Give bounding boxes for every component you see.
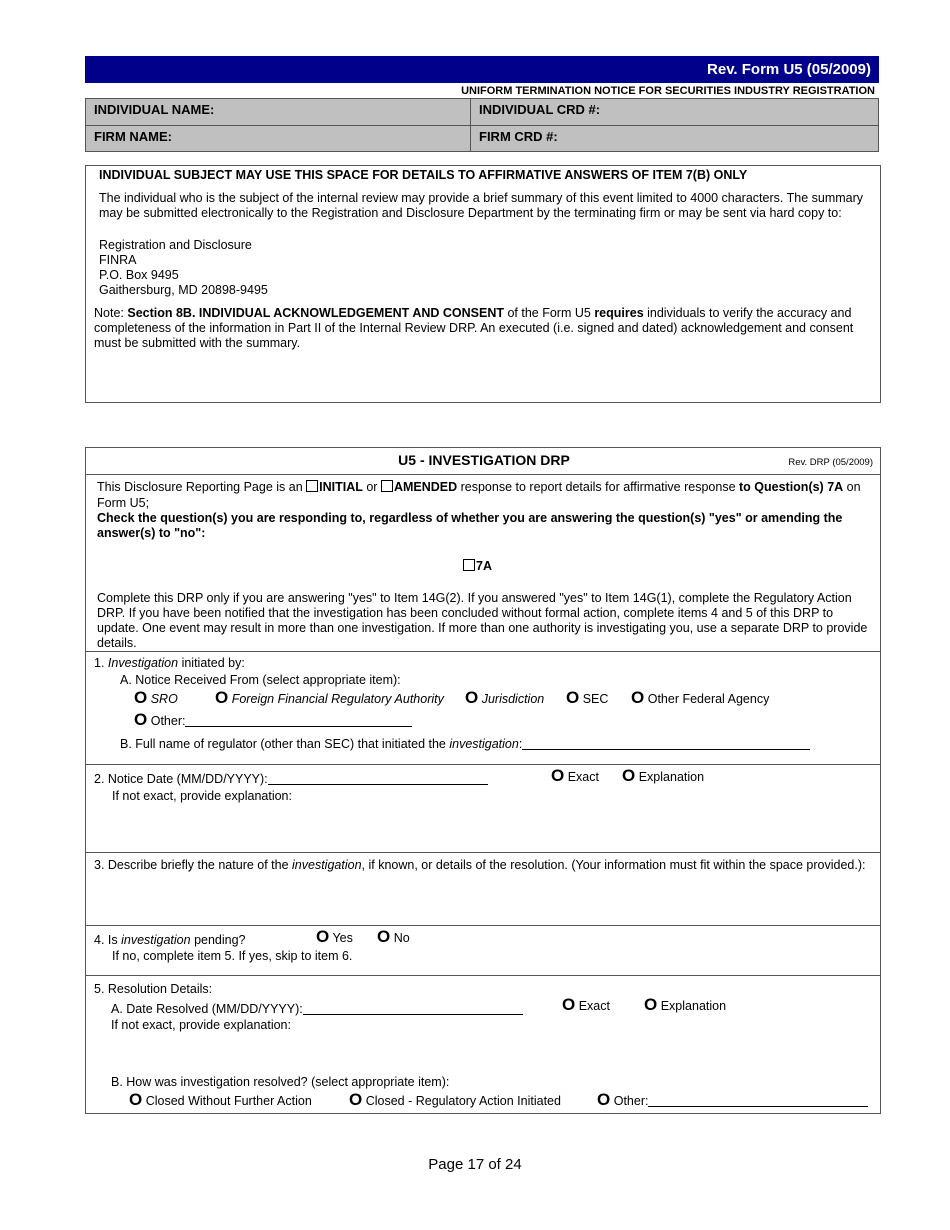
option-sro[interactable] <box>134 690 178 707</box>
option-closed-regulatory-action[interactable] <box>349 1092 561 1109</box>
option-other-federal-agency-label: Other Federal Agency <box>647 692 770 706</box>
notice-explain-label: If not exact, provide explanation: <box>112 789 292 803</box>
item-4-label <box>94 933 246 948</box>
radio-foreign-authority[interactable]: O <box>215 688 229 707</box>
note-requires: requires <box>594 306 644 320</box>
divider <box>86 764 880 765</box>
item-1-italic: Investigation <box>107 656 179 670</box>
resolved-explanation[interactable] <box>644 997 726 1014</box>
radio-notice-exact[interactable]: O <box>551 766 565 785</box>
resolved-exact[interactable] <box>562 997 610 1014</box>
note-prefix: Note: <box>94 306 128 320</box>
item-1-rest: initiated by: <box>178 656 245 670</box>
item-1b-end: : <box>518 737 523 751</box>
firm-name-field[interactable]: FIRM NAME: <box>94 129 172 144</box>
form-subtitle: UNIFORM TERMINATION NOTICE FOR SECURITIES INDUSTRY REGISTRATION <box>461 85 875 97</box>
radio-resolution-other[interactable]: O <box>597 1090 611 1109</box>
regulator-name-input[interactable] <box>522 737 810 750</box>
initial-label: INITIAL <box>319 480 363 494</box>
notice-date-input[interactable] <box>268 772 488 785</box>
notice-date-explanation[interactable] <box>622 768 704 785</box>
item-1b-label <box>120 737 810 752</box>
closed-regulatory-action-label: Closed - Regulatory Action Initiated <box>365 1094 561 1108</box>
radio-closed-regulatory-action[interactable]: O <box>349 1090 363 1109</box>
address-line-4: Gaithersburg, MD 20898-9495 <box>99 283 268 297</box>
option-other[interactable] <box>134 712 412 729</box>
divider <box>86 975 880 976</box>
question-7a-option[interactable] <box>463 559 492 574</box>
item-5a-label <box>111 1002 523 1017</box>
amended-checkbox[interactable] <box>381 480 393 492</box>
notice-explanation-label: Explanation <box>638 770 705 784</box>
radio-jurisdiction[interactable]: O <box>465 688 479 707</box>
pending-no-label: No <box>393 931 410 945</box>
intro-or: or <box>362 480 381 494</box>
radio-pending-yes[interactable]: O <box>316 927 330 946</box>
drp-intro-line2: Form U5; <box>97 496 150 510</box>
check-instruction: Check the question(s) you are responding to, regardless of whether you are answering the question(s) "yes" or amending the answer(s) to "no": <box>97 511 843 540</box>
date-resolved-label: A. Date Resolved (MM/DD/YYYY): <box>111 1002 303 1016</box>
option-foreign-authority[interactable] <box>215 690 444 707</box>
radio-resolved-explanation[interactable]: O <box>644 995 658 1014</box>
resolved-explain-label: If not exact, provide explanation: <box>111 1018 291 1032</box>
individual-crd-field[interactable]: INDIVIDUAL CRD #: <box>479 102 601 117</box>
note-section-ref: Section 8B. INDIVIDUAL ACKNOWLEDGEMENT AND CONSENT <box>127 306 504 320</box>
option-sec-label: SEC <box>582 692 609 706</box>
amended-label: AMENDED <box>393 480 458 494</box>
radio-other-federal-agency[interactable]: O <box>631 688 645 707</box>
item-4-italic: investigation <box>121 933 191 947</box>
intro-pre: This Disclosure Reporting Page is an <box>97 480 307 494</box>
item-3-rest: , if known, or details of the resolution. (Your information must fit within the space provided.): <box>361 858 866 872</box>
item-5-label: 5. Resolution Details: <box>94 982 213 996</box>
item-1a-label: A. Notice Received From (select appropriate item): <box>120 673 401 687</box>
drp-instructions: Complete this DRP only if you are answering "yes" to Item 14G(2). If you answered "yes" to Item 14G(1), complete the Regulatory Action DRP. If you have been notified that the investigation has been concluded without formal action, complete items 4 and 5 of this DRP to update. One event may result in more than one investigation. If more than one authority is investigating you, use a separate DRP to provide details. <box>97 591 868 650</box>
intro-end: on <box>843 480 861 494</box>
address-line-2: FINRA <box>99 253 137 267</box>
divider <box>86 852 880 853</box>
item-4-note: If no, complete item 5. If yes, skip to item 6. <box>112 949 353 963</box>
radio-notice-explanation[interactable]: O <box>622 766 636 785</box>
note-rest: individuals to verify the accuracy and completeness of the information in Part II of the Internal Review DRP. An executed (i.e. signed and dated) acknowledgement and consent must be submitted with the summary. <box>94 306 854 350</box>
radio-closed-no-action[interactable]: O <box>129 1090 143 1109</box>
option-resolution-other[interactable] <box>597 1092 868 1109</box>
note-mid: of the Form U5 <box>504 306 595 320</box>
divider <box>86 925 880 926</box>
item-3-italic: investigation <box>292 858 362 872</box>
resolution-other-input[interactable] <box>648 1094 868 1107</box>
option-sro-label: SRO <box>150 692 178 706</box>
resolved-explanation-label: Explanation <box>660 999 727 1013</box>
identification-grid <box>85 98 879 152</box>
page-number: Page 17 of 24 <box>428 1156 522 1173</box>
notice-date-label: 2. Notice Date (MM/DD/YYYY): <box>94 772 268 786</box>
form-title: Rev. Form U5 (05/2009) <box>707 61 871 78</box>
radio-pending-no[interactable]: O <box>377 927 391 946</box>
option-other-federal-agency[interactable] <box>631 690 769 707</box>
address-line-1: Registration and Disclosure <box>99 238 252 252</box>
item-5b-label: B. How was investigation resolved? (select appropriate item): <box>111 1075 450 1089</box>
divider <box>86 474 880 475</box>
item-2-label <box>94 772 488 787</box>
details-note <box>94 306 869 351</box>
firm-crd-field[interactable]: FIRM CRD #: <box>479 129 558 144</box>
radio-other[interactable]: O <box>134 710 148 729</box>
option-jurisdiction-label: Jurisdiction <box>481 692 545 706</box>
item-1-number: 1. <box>94 656 108 670</box>
radio-sro[interactable]: O <box>134 688 148 707</box>
other-input-line[interactable] <box>185 714 412 727</box>
divider <box>86 651 880 652</box>
closed-no-action-label: Closed Without Further Action <box>145 1094 312 1108</box>
form-title-bar <box>85 56 879 83</box>
item-1b-pre: B. Full name of regulator (other than SEC) that initiated the <box>120 737 450 751</box>
option-sec[interactable] <box>566 690 608 707</box>
item-3-label <box>94 858 866 873</box>
details-heading: INDIVIDUAL SUBJECT MAY USE THIS SPACE FOR DETAILS TO AFFIRMATIVE ANSWERS OF ITEM 7(B) ONLY <box>99 168 748 182</box>
question-7a-label: 7A <box>476 559 492 573</box>
intro-question-ref: to Question(s) 7A <box>739 480 844 494</box>
individual-name-field[interactable]: INDIVIDUAL NAME: <box>94 102 215 117</box>
radio-sec[interactable]: O <box>566 688 580 707</box>
investigation-drp <box>85 447 881 1114</box>
option-other-label: Other: <box>150 714 186 728</box>
item-1b-italic: investigation <box>449 737 519 751</box>
drp-intro <box>97 480 872 495</box>
notice-exact-label: Exact <box>567 770 599 784</box>
radio-resolved-exact[interactable]: O <box>562 995 576 1014</box>
resolved-exact-label: Exact <box>578 999 610 1013</box>
pending-no[interactable] <box>377 929 410 946</box>
notice-date-exact[interactable] <box>551 768 599 785</box>
option-jurisdiction[interactable] <box>465 690 544 707</box>
date-resolved-input[interactable] <box>303 1002 523 1015</box>
option-foreign-authority-label: Foreign Financial Regulatory Authority <box>231 692 444 706</box>
details-section[interactable] <box>85 165 881 403</box>
pending-yes[interactable] <box>316 929 353 946</box>
resolution-other-label: Other: <box>613 1094 649 1108</box>
item-3-pre: 3. Describe briefly the nature of the <box>94 858 293 872</box>
item-4-rest: pending? <box>190 933 246 947</box>
intro-mid: response to report details for affirmative response <box>457 480 739 494</box>
address-line-3: P.O. Box 9495 <box>99 268 179 282</box>
pending-yes-label: Yes <box>332 931 353 945</box>
option-closed-no-action[interactable] <box>129 1092 312 1109</box>
drp-revision: Rev. DRP (05/2009) <box>788 457 873 468</box>
drp-title: U5 - INVESTIGATION DRP <box>398 452 570 468</box>
details-paragraph: The individual who is the subject of the internal review may provide a brief summary of this event limited to 4000 characters. The summary may be submitted electronically to the Registration and Disclosure Department by the terminating firm or may be sent via hard copy to: <box>99 191 864 220</box>
initial-checkbox[interactable] <box>306 480 318 492</box>
item-1-label <box>94 656 245 671</box>
item-4-pre: 4. Is <box>94 933 122 947</box>
question-7a-checkbox[interactable] <box>463 559 475 571</box>
